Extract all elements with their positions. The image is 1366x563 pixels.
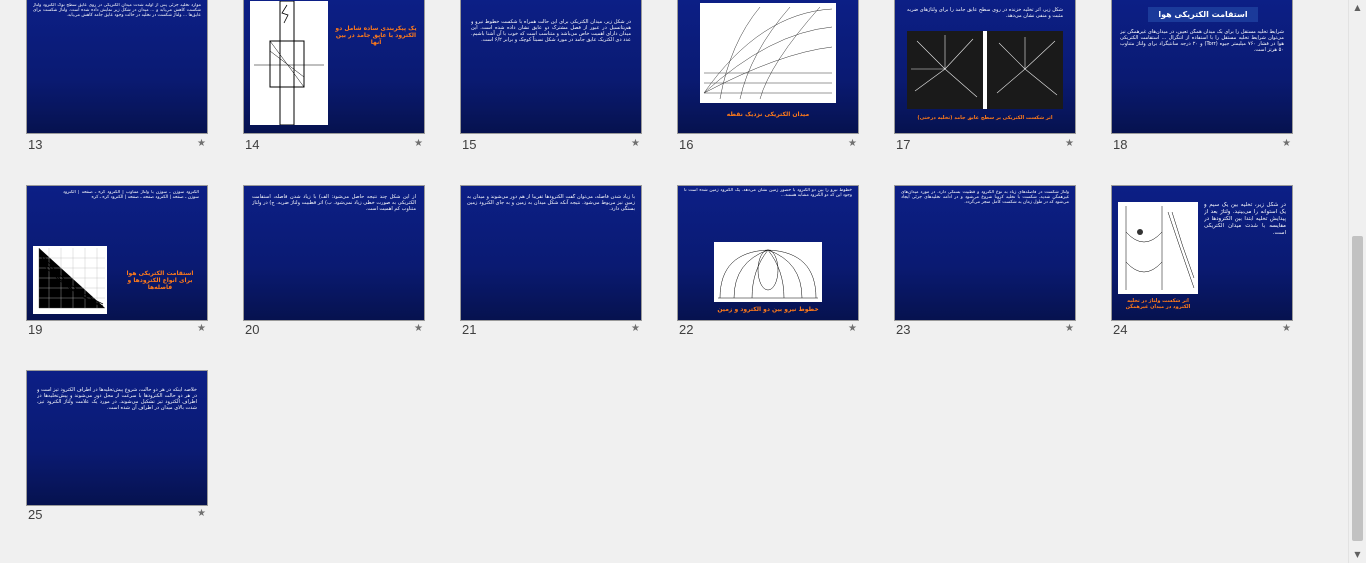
slide-number: 25 [28,507,43,522]
star-icon[interactable]: ★ [197,508,206,519]
slide-number: 23 [896,322,911,337]
slide-thumbnail-18[interactable] [1111,0,1295,150]
slide-preview[interactable] [243,185,425,321]
star-icon[interactable]: ★ [414,323,423,334]
vertical-scrollbar[interactable] [1348,0,1366,563]
slide-thumbnail-21[interactable] [460,185,644,335]
slide-body-text: موارد تخلیه جزئی پس از اولیه شدت میدان الکتریکی در روی عایق سطح نوک الکترود ولتاژ شکست کاهش می‌یابد و ... میدان در شکل زیر نمایش داده شده است. ولتاژ شکست برای عایق‌ها ... ولتاژ شکست در تخلیه در حالت وجود عایق جامد کاهش می‌یابد. [33,3,201,18]
slide-body-text: در شکل زیر، میدان الکتریکی برای این حالت همراه با شکست خطوط نیرو و هم‌پتانسیل در عبور از فصل مشترک دو عایق نشان داده شده است. این میدان دارای اهمیت خاص می‌باشد و متناسب است که خوب با آن آشنا باشیم. عدد دی الکتریک عایق جامد در مورد شکل نسبتاً کوچک و برابر ۶/۲ است. [471,19,631,43]
slide-preview[interactable] [677,185,859,321]
star-icon[interactable]: ★ [631,323,640,334]
star-icon[interactable]: ★ [1065,323,1074,334]
star-icon[interactable]: ★ [631,138,640,149]
slide-number: 22 [679,322,694,337]
slide-number: 13 [28,137,43,152]
breakdown-curves-image [33,246,107,314]
slide-caption: میدان الکتریکی نزدیک نقطه [726,111,810,118]
slide-preview[interactable] [26,0,208,134]
slide-preview[interactable] [894,185,1076,321]
slide-thumbnail-24[interactable] [1111,185,1295,335]
slide-body-text: شرایط تخلیه مستقل را برای یک میدان همگن تعیین، در میدان‌های غیرهمگن نیز می‌توان شرایط تخلیه مستقل را با استفاده از انتگرال ... استقامت الکتریکی هوا در فشار ۷۶۰ میلیمتر جیوه (Torr) و ۲۰ درجه سانتیگراد برای ولتاژ متناوب ۵۰ هرتز است. [1120,29,1284,53]
slide-preview[interactable] [677,0,859,134]
slide-title: استقامت الکتریکی هوا [1148,7,1258,22]
slide-number: 14 [245,137,260,152]
slide-thumbnail-16[interactable] [677,0,861,150]
star-icon[interactable]: ★ [414,138,423,149]
slide-body-text: الکترود سوزن ـ سوزن با ولتاژ متناوب | الکترود کره ـ صفحه | الکترود سوزن ـ صفحه | الکترود صفحه ـ صفحه | الکترود کره ـ کره [63,190,199,200]
slide-body-text: خلاصه اینکه در هر دو حالت، شروع پیش‌تخلیه‌ها در اطراف الکترود تیز است و در هر دو حالت الکترود‌ها با سرعت از محل دور می‌شوند و پیش‌تخلیه‌ها در اطراف الکترود تیز تشکیل می‌شوند. در مورد یک علامت ولتاژ الکترود تیز، شدت بالای میدان در اطراف آن شده است. [37,387,197,411]
slide-preview[interactable] [26,185,208,321]
slide-caption: اثر شکست ولتاژ در تخلیه الکترود در میدان غیرهمگن [1125,298,1191,310]
star-icon[interactable]: ★ [1065,138,1074,149]
slide-body-text: در شکل زیر، تخلیه بین یک سیم و یک استوانه را می‌بینید. ولتاژ بعد از پیدایش تخلیه ابتدا بین الکترودها در مقایسه با شدت میدان الکتریکی است. [1204,202,1286,236]
slide-thumbnail-25[interactable] [26,370,210,520]
slide-thumbnail-22[interactable] [677,185,861,335]
slide-body-text: از این شکل چند نتیجه حاصل می‌شود: الف) با زیاد شدن فاصله، استقامت الکتریکی به صورت خطی زیاد نمی‌شود. ب) اثر قطبیت ولتاژ ضربه. ج) در ولتاژ متناوب کم اهمیت است. [252,194,416,212]
slide-preview[interactable] [894,0,1076,134]
slide-number: 17 [896,137,911,152]
slide-number: 16 [679,137,694,152]
slide-thumbnail-23[interactable] [894,185,1078,335]
scrollbar-thumb[interactable] [1352,236,1363,541]
slide-number: 20 [245,322,260,337]
slide-thumbnail-20[interactable] [243,185,427,335]
slide-body-text: ولتاژ شکست در فاصله‌های زیاد به نوع الکترود و قطبیت بستگی دارد. در مورد میدان‌های غیرهمگن شدید، شکست با تخلیه کرونا شروع می‌شود و در ادامه تخلیه‌های جزئی ایجاد می‌شود که در طول زمان به شکست کامل منجر می‌گردد. [901,190,1069,205]
star-icon[interactable]: ★ [848,138,857,149]
star-icon[interactable]: ★ [1282,323,1291,334]
slide-thumbnail-13[interactable] [26,0,210,150]
slide-body-text: با زیاد شدن فاصله، می‌توان گفت الکترودها تقریباً از هم دور می‌شوند و میدان به زمین نیز مربوط می‌شود. نتیجه آنکه شکل میدان به زمین و به جای الکترود زمین بستگی دارد. [467,194,635,212]
field-lines-image [700,3,836,103]
slide-thumbnail-15[interactable] [460,0,644,150]
slide-number: 24 [1113,322,1128,337]
field-diagram-image [714,242,822,302]
scroll-up-icon[interactable]: ▲ [1354,3,1361,12]
star-icon[interactable]: ★ [848,323,857,334]
slide-preview[interactable] [460,0,642,134]
slide-number: 15 [462,137,477,152]
slide-preview[interactable] [460,185,642,321]
slide-thumbnail-19[interactable] [26,185,210,335]
star-icon[interactable]: ★ [197,323,206,334]
slide-thumbnail-17[interactable] [894,0,1078,150]
wire-cylinder-image [1118,202,1198,294]
slide-caption: یک پیکربندی ساده شامل دو الکترود با عایق جامد در بین آنها [335,25,417,46]
scroll-down-icon[interactable]: ▼ [1354,550,1361,559]
slide-thumbnail-14[interactable] [243,0,427,150]
slide-preview[interactable] [1111,0,1293,134]
slide-body-text: خطوط نیرو را بین دو الکترود با حضور زمین نشان می‌دهد. یک الکترود زمین شده است تا وجود این که دو الکترود مشابه هستند... [684,188,852,198]
slide-caption: استقامت الکتریکی هوا برای انواع الکترودها و فاصله‌ها [126,270,194,291]
slide-number: 18 [1113,137,1128,152]
slide-preview[interactable] [243,0,425,134]
slide-number: 21 [462,322,477,337]
slide-caption: اثر شکست الکتریکی بر سطح عایق جامد (تخلیه درختی) [917,115,1053,121]
slide-preview[interactable] [26,370,208,506]
slide-body-text: شکل زیر، اثر تخلیه خزنده در روی سطح عایق جامد را برای ولتاژهای ضربه مثبت و منفی نشان می‌دهد. [907,7,1063,19]
slide-caption: خطوط نیرو بین دو الکترود و زمین [717,306,819,313]
slide-preview[interactable] [1111,185,1293,321]
slide-number: 19 [28,322,43,337]
star-icon[interactable]: ★ [197,138,206,149]
electrode-diagram-image [250,1,328,125]
discharge-photo-image [907,31,1063,109]
star-icon[interactable]: ★ [1282,138,1291,149]
